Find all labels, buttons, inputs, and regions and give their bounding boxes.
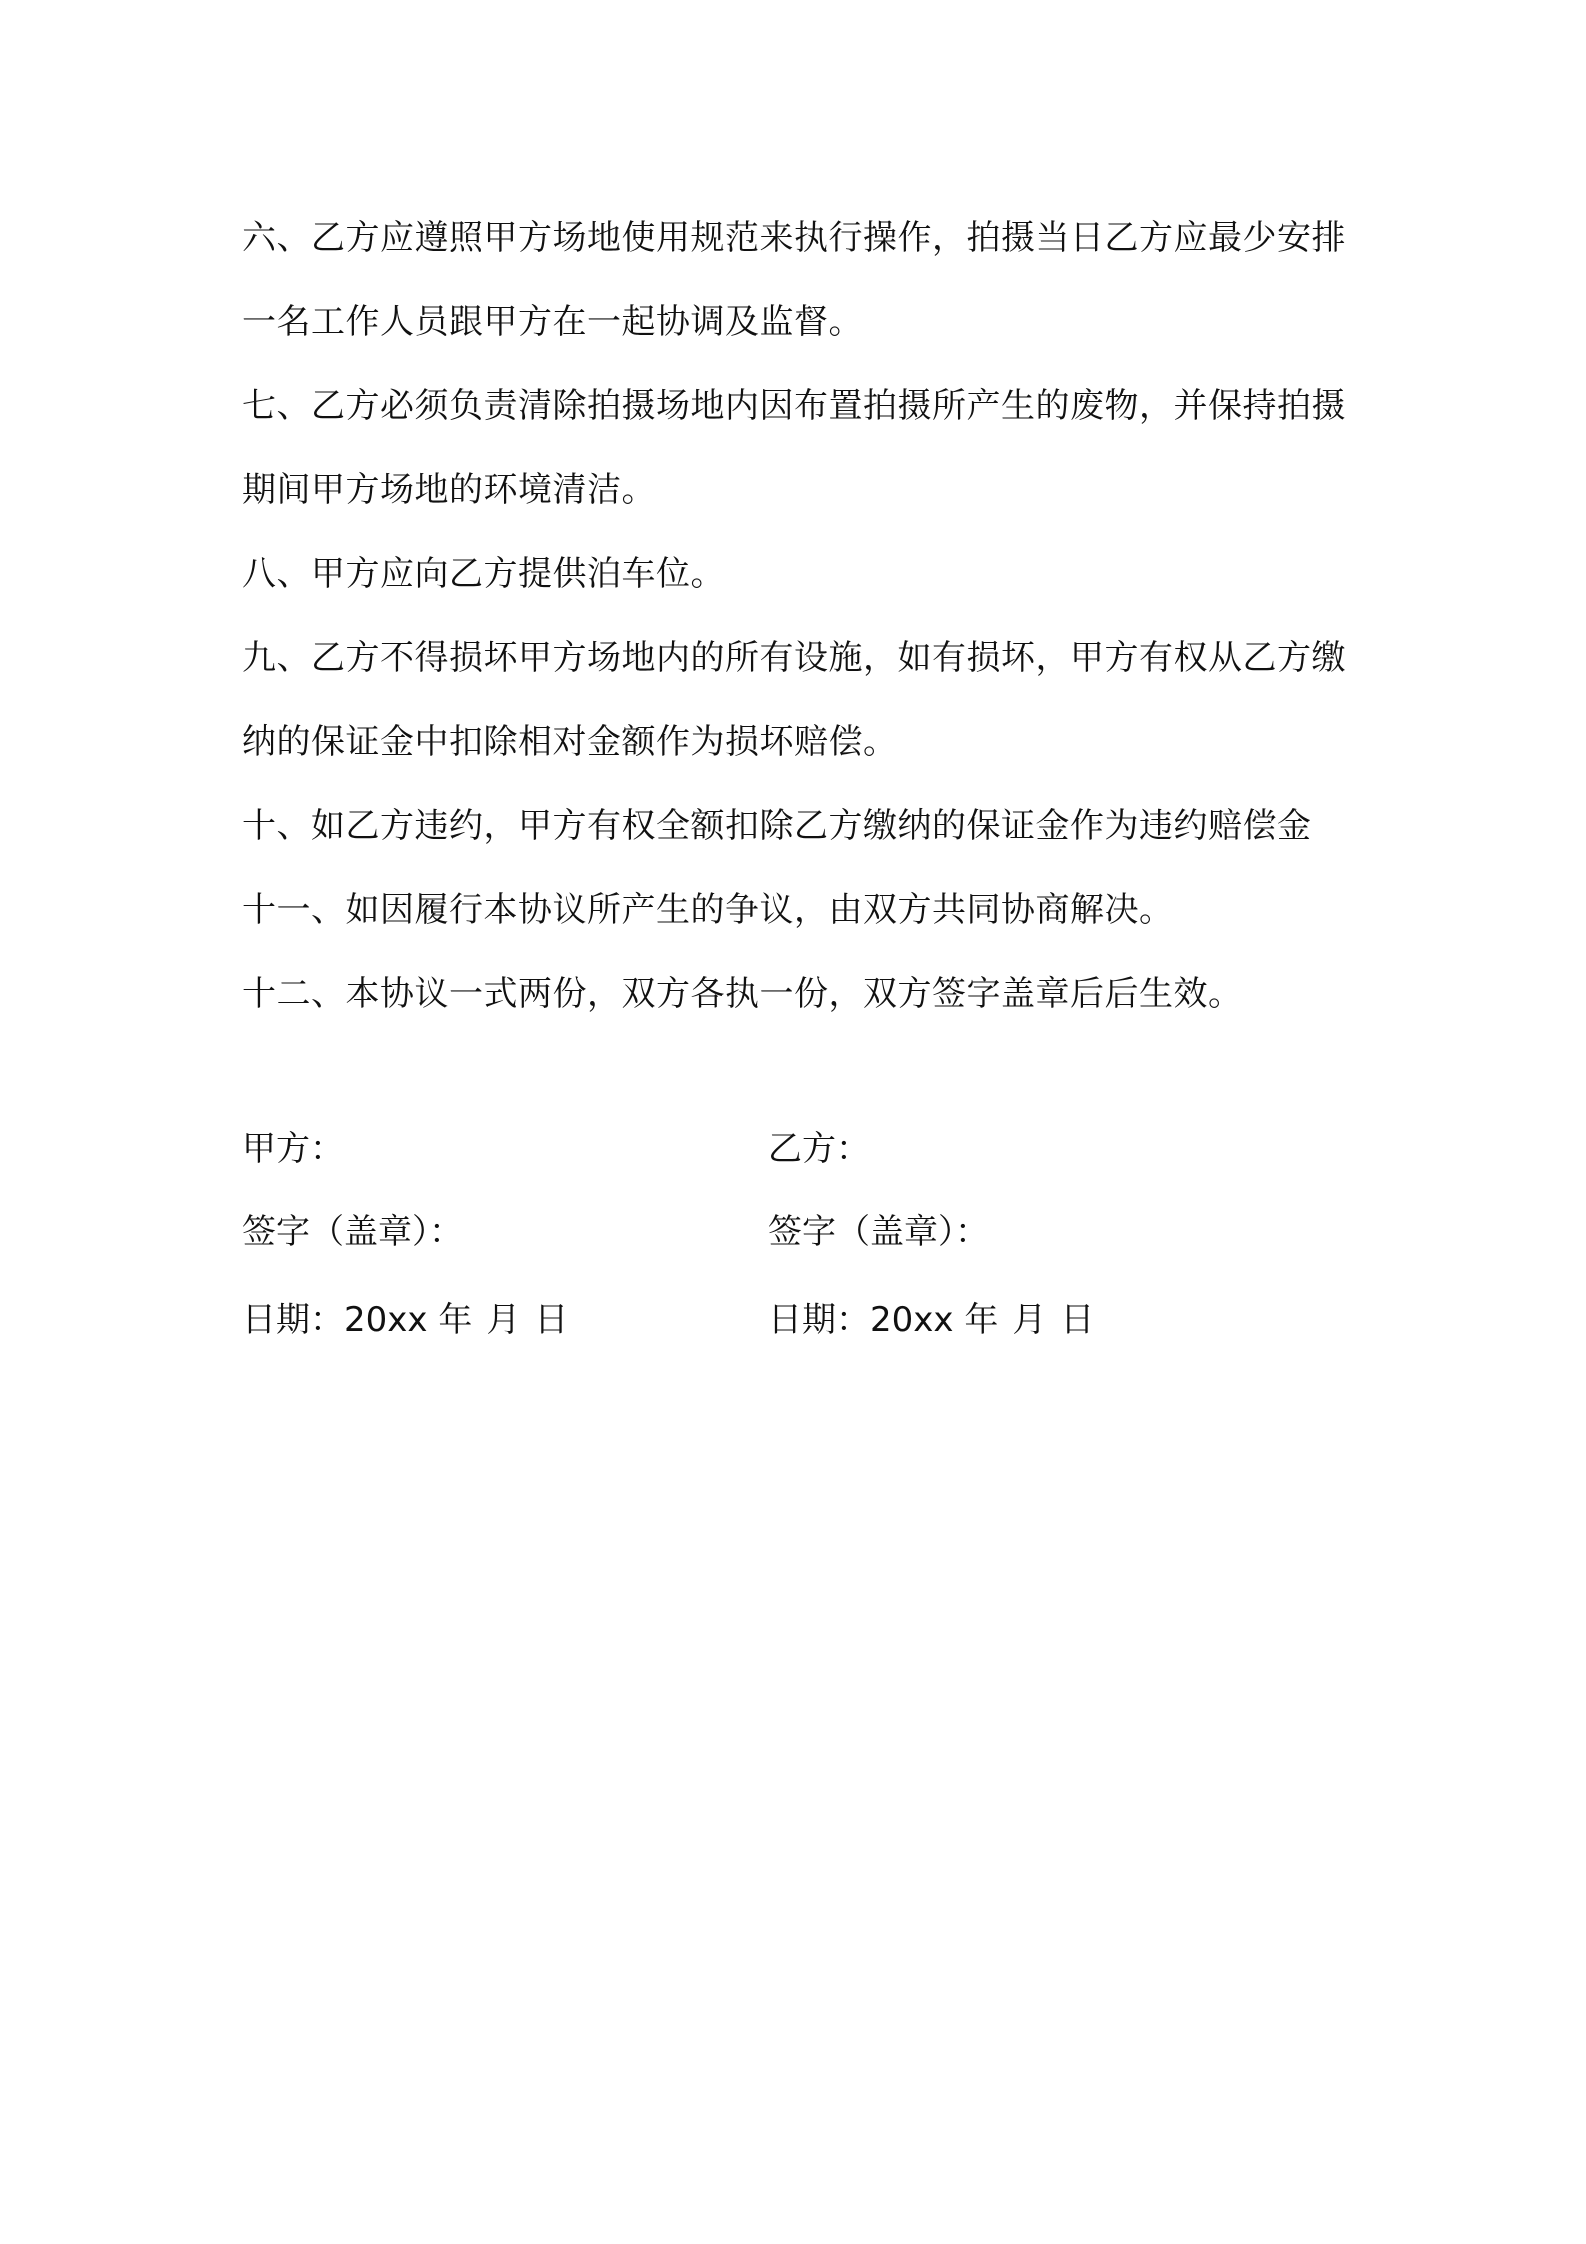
party-a-label: 甲方： bbox=[242, 1129, 344, 1169]
clause-12: 十二、本协议一式两份，双方各执一份，双方签字盖章后后生效。 bbox=[242, 974, 1243, 1014]
party-a-signature-label: 签字（盖章）： bbox=[242, 1212, 463, 1252]
clause-10: 十、如乙方违约，甲方有权全额扣除乙方缴纳的保证金作为违约赔偿金 bbox=[242, 806, 1312, 846]
clause-8: 八、甲方应向乙方提供泊车位。 bbox=[242, 554, 725, 594]
signature-row bbox=[242, 1208, 1362, 1256]
party-row bbox=[242, 1125, 1362, 1173]
party-b-label: 乙方： bbox=[768, 1129, 870, 1169]
party-a-date-label: 日期： bbox=[242, 1300, 344, 1340]
party-a-date bbox=[242, 1296, 768, 1344]
agreement-clauses bbox=[242, 196, 1362, 1036]
clause-9: 九、乙方不得损坏甲方场地内的所有设施，如有损坏，甲方有权从乙方缴纳的保证金中扣除相对金额作为损坏赔偿。 bbox=[242, 638, 1346, 762]
party-b-date-day: 日 bbox=[1060, 1300, 1095, 1340]
party-b-signature-label: 签字（盖章）： bbox=[768, 1212, 989, 1252]
party-b-date-year: 20xx 年 bbox=[870, 1300, 999, 1340]
clause-7: 七、乙方必须负责清除拍摄场地内因布置拍摄所产生的废物，并保持拍摄期间甲方场地的环境清洁。 bbox=[242, 386, 1346, 510]
party-b-date-month: 月 bbox=[1012, 1300, 1047, 1340]
clause-11: 十一、如因履行本协议所产生的争议，由双方共同协商解决。 bbox=[242, 890, 1174, 930]
party-a-date-day: 日 bbox=[534, 1300, 569, 1340]
date-row bbox=[242, 1296, 1362, 1344]
party-b-date bbox=[768, 1296, 1294, 1344]
party-b-date-label: 日期： bbox=[768, 1300, 870, 1340]
party-a-date-year: 20xx 年 bbox=[344, 1300, 473, 1340]
clause-6: 六、乙方应遵照甲方场地使用规范来执行操作，拍摄当日乙方应最少安排一名工作人员跟甲方在一起协调及监督。 bbox=[242, 218, 1346, 342]
party-a-date-month: 月 bbox=[486, 1300, 521, 1340]
